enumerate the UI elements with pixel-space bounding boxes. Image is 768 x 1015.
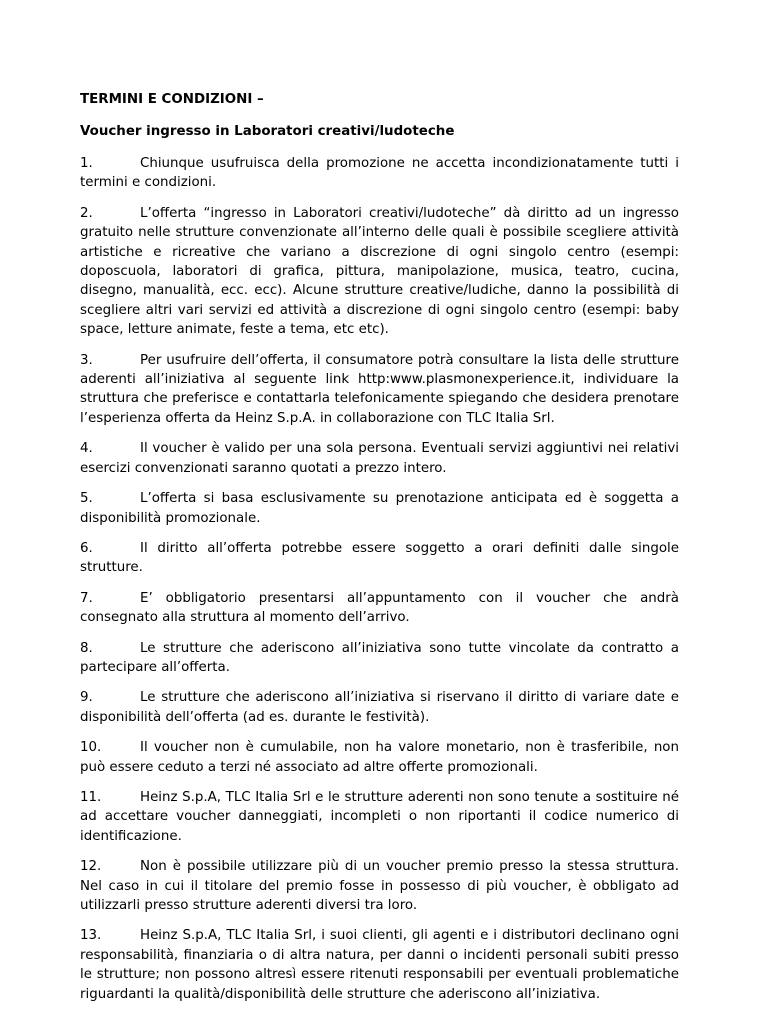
document-page: [80, 90, 679, 1015]
term-text: Chiunque usufruisca della promozione ne accetta incondizionatamente tutti i termini e condizioni.: [80, 156, 679, 191]
term-number: 8.: [80, 640, 93, 656]
document-title: TERMINI E CONDIZIONI –: [80, 92, 264, 107]
term-text: E’ obbligatorio presentarsi all’appuntamento con il voucher che andrà consegnato alla struttura al momento dell’arrivo.: [80, 590, 679, 626]
term-item: [80, 639, 679, 678]
term-item: [80, 539, 679, 578]
term-item: [80, 439, 679, 478]
term-item: [80, 351, 679, 429]
term-number: 13.: [80, 928, 102, 944]
term-item: [80, 926, 679, 1004]
term-number: 6.: [80, 540, 93, 556]
term-number: 1.: [80, 156, 93, 171]
term-item: [80, 489, 679, 528]
term-text: Heinz S.p.A, TLC Italia Srl, i suoi clienti, gli agenti e i distributori declinano ogni responsabilità, finanziaria o di altra natura, per danni o incidenti personali subiti presso le strutture; non possono altresì essere ritenuti responsabili per eventuali problematiche riguardanti la qualità/disponibilità delle strutture che aderiscono all’iniziativa.: [80, 928, 679, 1002]
term-text: Le strutture che aderiscono all’iniziativa sono tutte vincolate da contratto a partecipare all’offerta.: [80, 640, 679, 675]
term-number: 11.: [80, 789, 102, 805]
term-number: 7.: [80, 590, 93, 606]
term-text: Non è possibile utilizzare più di un voucher premio presso la stessa struttura. Nel caso in cui il titolare del premio fosse in possesso di più voucher, è obbligato ad utilizzarli presso strutture aderenti diversi tra loro.: [80, 859, 679, 913]
term-item: [80, 738, 679, 777]
term-text: Per usufruire dell’offerta, il consumatore potrà consultare la lista delle strutture aderenti all’iniziativa al seguente link http:www.plasmonexperience.it, individuare la struttura che preferisce e contattarla telefonicamente spiegando che desidera prenotare l’esperienza offerta da Heinz S.p.A. in collaborazione con TLC Italia Srl.: [80, 352, 679, 426]
term-text: Le strutture che aderiscono all’iniziativa si riservano il diritto di variare date e disponibilità dell’offerta (ad es. durante le festività).: [80, 690, 679, 725]
term-text: L’offerta “ingresso in Laboratori creativi/ludoteche” dà diritto ad un ingresso gratuito nelle strutture convenzionate all’interno delle quali è possibile scegliere attività artistiche e ricreative che variano a discrezione di ogni singolo centro (esempi: doposcuola, laboratori di grafica, pittura, manipolazione, musica, teatro, cucina, disegno, manualità, ecc. ecc). Alcune strutture creative/ludiche, danno la possibilità di scegliere altri vari servizi ed attività a discrezione di ogni singolo centro (esempi: baby space, letture animate, feste a tema, etc etc).: [80, 205, 679, 338]
term-number: 4.: [80, 441, 93, 457]
term-number: 9.: [80, 690, 93, 706]
terms-list: [80, 154, 679, 1004]
term-text: Il diritto all’offerta potrebbe essere soggetto a orari definiti dalle singole strutture.: [80, 540, 679, 576]
term-text: Il voucher non è cumulabile, non ha valore monetario, non è trasferibile, non può essere ceduto a terzi né associato ad altre offerte promozionali.: [80, 740, 679, 775]
term-item: [80, 857, 679, 915]
term-number: 10.: [80, 740, 102, 756]
term-item: [80, 154, 679, 193]
term-item: [80, 589, 679, 628]
term-text: L’offerta si basa esclusivamente su prenotazione anticipata ed è soggetta a disponibilità promozionale.: [80, 491, 679, 526]
term-item: [80, 788, 679, 846]
term-number: 12.: [80, 859, 102, 875]
term-text: Heinz S.p.A, TLC Italia Srl e le strutture aderenti non sono tenute a sostituire né ad accettare voucher danneggiati, incompleti o non riportanti il codice numerico di identificazione.: [80, 789, 679, 844]
term-text: Il voucher è valido per una sola persona. Eventuali servizi aggiuntivi nei relativi esercizi convenzionati saranno quotati a prezzo intero.: [80, 441, 679, 476]
term-number: 2.: [80, 205, 93, 221]
document-subtitle: Voucher ingresso in Laboratori creativi/ludoteche: [80, 124, 455, 139]
term-item: [80, 688, 679, 727]
term-number: 3.: [80, 352, 93, 368]
term-item: [80, 204, 679, 340]
term-number: 5.: [80, 491, 93, 507]
